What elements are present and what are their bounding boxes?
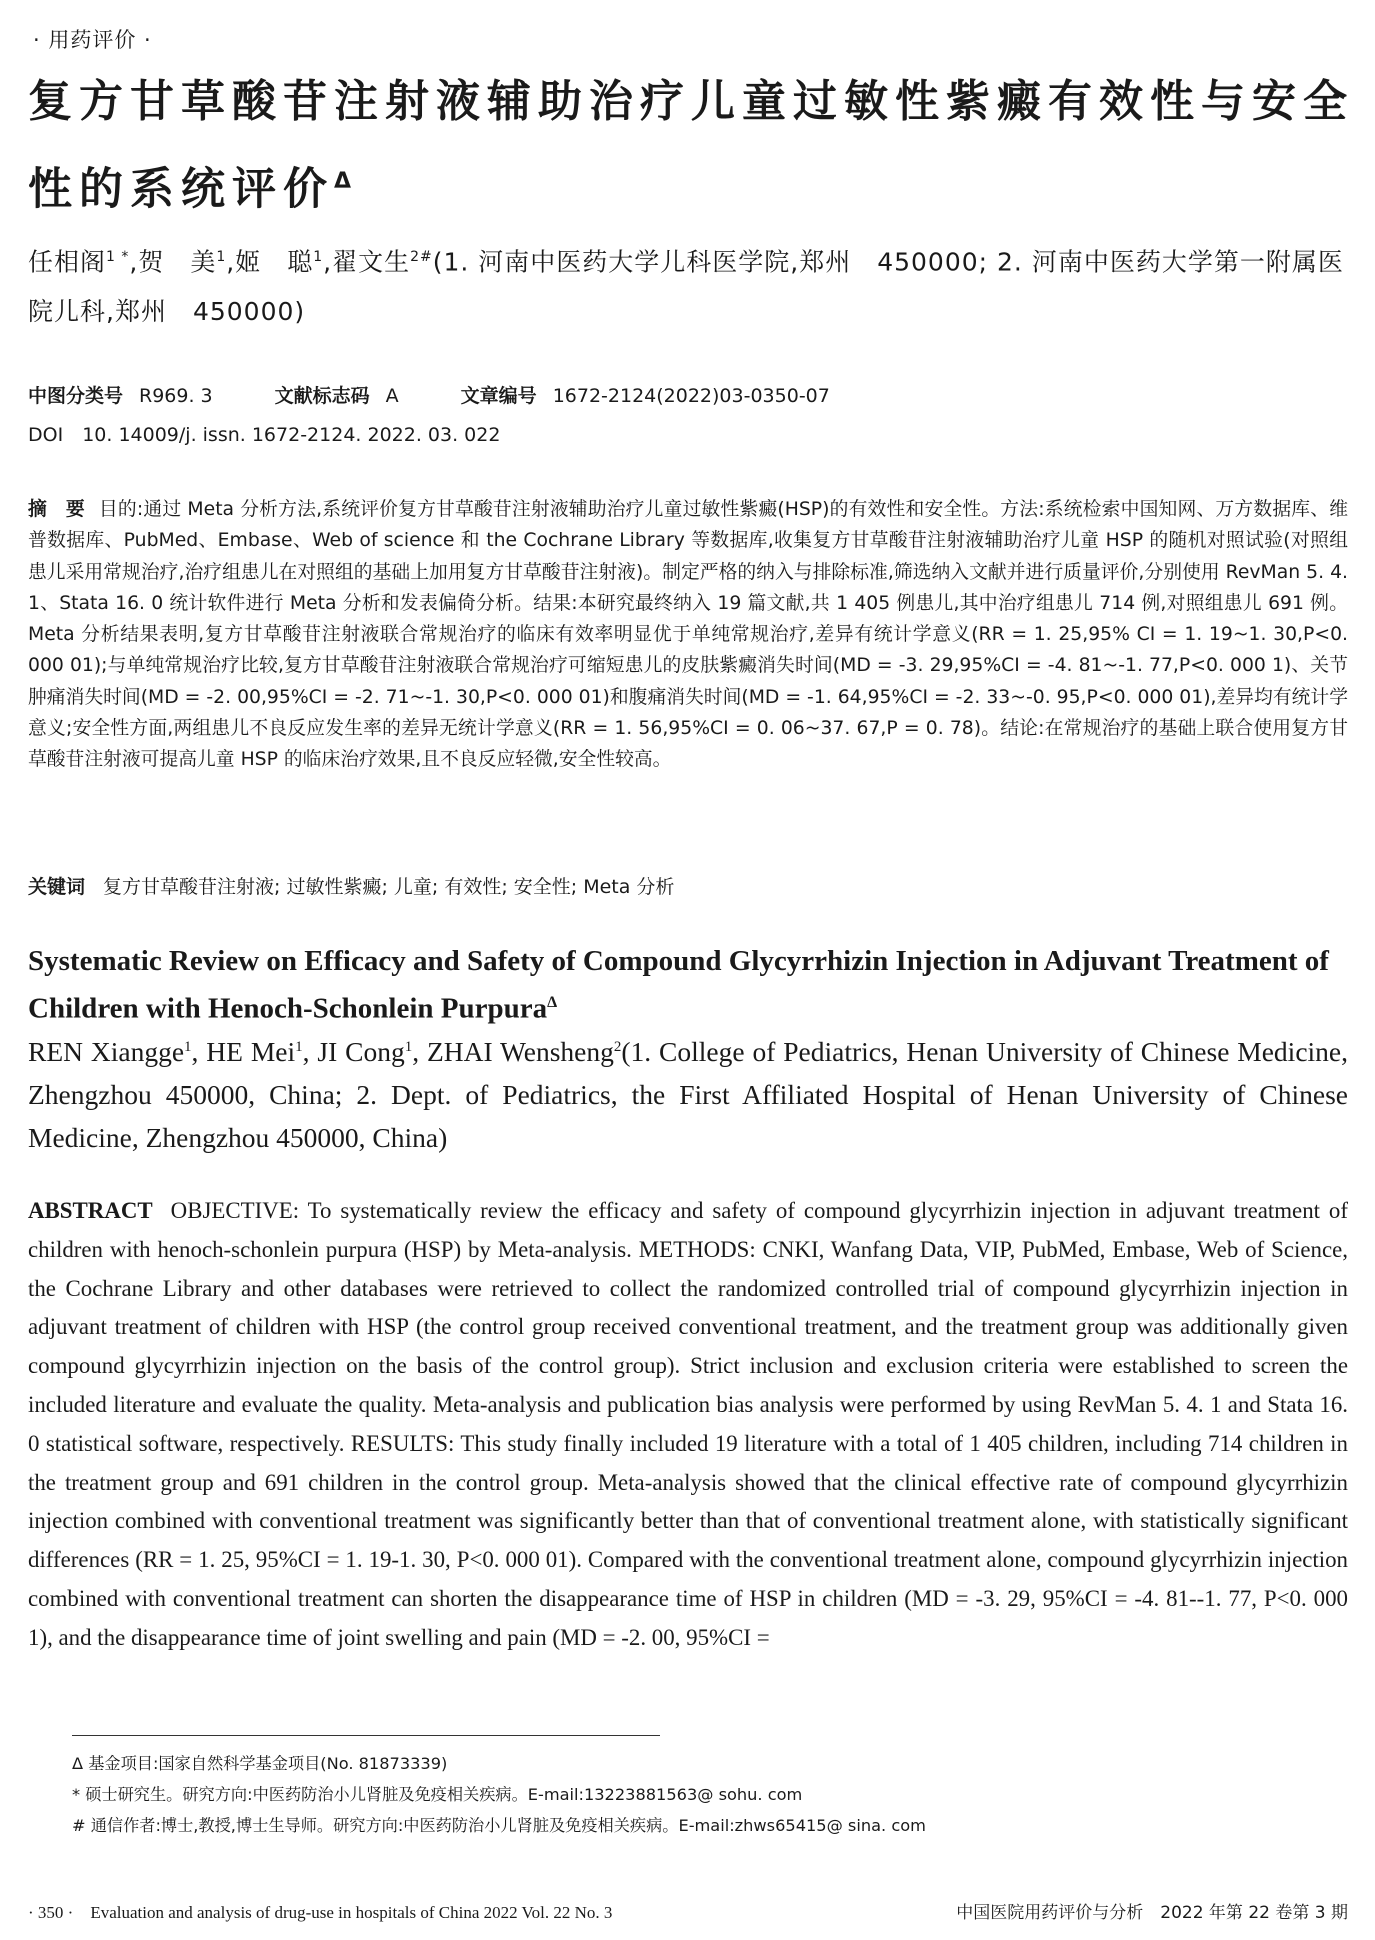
classification-line [28, 381, 830, 408]
cn-abstract-text: 目的:通过 Meta 分析方法,系统评价复方甘草酸苷注射液辅助治疗儿童过敏性紫癜(HSP)的有效性和安全性。方法:系统检索中国知网、万方数据库、维普数据库、PubMed、Embase、Web of science 和 the Cochrane Library 等数据库,收集复方甘草酸苷注射液辅助治疗儿童 HSP 的随机对照试验(对照组患儿采用常规治疗,治疗组患儿在对照组的基础上加用复方甘草酸苷注射液)。制定严格的纳入与排除标准,筛选纳入文献并进行质量评价,分别使用 RevMan 5. 4. 1、Stata 16. 0 统计软件进行 Meta 分析和发表偏倚分析。结果:本研究最终纳入 19 篇文献,共 1 405 例患儿,其中治疗组患儿 714 例,对照组患儿 691 例。Meta 分析结果表明,复方甘草酸苷注射液联合常规治疗的临床有效率明显优于单纯常规治疗,差异有统计学意义(RR = 1. 25,95% CI = 1. 19~1. 30,P<0. 000 01);与单纯常规治疗比较,复方甘草酸苷注射液联合常规治疗可缩短患儿的皮肤紫癜消失时间(MD = -3. 29,95%CI = -4. 81~-1. 77,P<0. 000 1)、关节肿痛消失时间(MD = -2. 00,95%CI = -2. 71~-1. 30,P<0. 000 01)和腹痛消失时间(MD = -1. 64,95%CI = -2. 33~-0. 95,P<0. 000 01),差异均有统计学意义;安全性方面,两组患儿不良反应发生率的差异无统计学意义(RR = 1. 56,95%CI = 0. 06~37. 67,P = 0. 78)。结论:在常规治疗的基础上联合使用复方甘草酸苷注射液可提高儿童 HSP 的临床治疗效果,且不良反应轻微,安全性较高。 [28, 499, 1349, 771]
clc-value: R969. 3 [139, 385, 213, 407]
english-abstract [28, 1192, 1348, 1658]
cn-author-2-sup: 1 [216, 249, 227, 265]
cn-keywords-label: 关键词 [28, 876, 86, 898]
doi-line: DOI 10. 14009/j. issn. 1672-2124. 2022. 03. 022 [28, 424, 501, 446]
footer-right: 中国医院用药评价与分析 2022 年第 22 卷第 3 期 [956, 1903, 1348, 1923]
footnote-fund: Δ 基金项目:国家自然科学基金项目(No. 81873339) [72, 1754, 448, 1773]
en-abstract-text: OBJECTIVE: To systematically review the efficacy and safety of compound glycyrrhizin injection in adjuvant treatment of children with henoch-schonlein purpura (HSP) by Meta-analysis. METHODS: CNKI, Wanfang Data, VIP, PubMed, Embase, Web of Science, the Cochrane Library and other databases were retrieved to collect the randomized controlled trial of compound glycyrrhizin injection in adjuvant treatment of children with HSP (the control group received conventional treatment, and the treatment group was additionally given compound glycyrrhizin injection on the basis of the control group). Strict inclusion and exclusion criteria were established to screen the included literature and evaluate the quality. Meta-analysis and publication bias analysis were performed by using RevMan 5. 4. 1 and Stata 16. 0 statistical software, respectively. RESULTS: This study finally included 19 literature with a total of 1 405 children, including 714 children in the treatment group and 691 children in the control group. Meta-analysis showed that the clinical effective rate of compound glycyrrhizin injection combined with conventional treatment was significantly better than that of conventional treatment alone, with statistically significant differences (RR = 1. 25, 95%CI = 1. 19-1. 30, P<0. 000 01). Compared with the conventional treatment alone, compound glycyrrhizin injection combined with conventional treatment can shorten the disappearance time of HSP in children (MD = -3. 29, 95%CI = -4. 81--1. 77, P<0. 000 1), and the disappearance time of joint swelling and pain (MD = -2. 00, 95%CI = [28, 1198, 1348, 1650]
cn-affiliation: (1. 河南中医药大学儿科医学院,郑州 450000; 2. 河南中医药大学第一附属医院儿科,郑州 450000) [28, 247, 1344, 327]
footnotes [72, 1748, 1342, 1841]
article-number-value: 1672-2124(2022)03-0350-07 [552, 385, 830, 407]
chinese-keywords [28, 872, 674, 899]
article-number-label: 文章编号 [460, 385, 537, 407]
chinese-abstract [28, 494, 1348, 776]
cn-author-4-sup: 2# [410, 249, 433, 265]
en-author-3: , JI Cong [302, 1036, 405, 1068]
footer-left: · 350 · Evaluation and analysis of drug-use in hospitals of China 2022 Vol. 22 No. 3 [28, 1903, 613, 1922]
cn-abstract-label: 摘 要 [28, 499, 85, 520]
en-author-4-sup: 2 [613, 1039, 622, 1055]
chinese-title-fund-mark: Δ [334, 169, 352, 194]
chinese-authors [28, 232, 1358, 337]
english-title [28, 940, 1348, 1030]
cn-author-2: ,贺 美 [129, 247, 217, 277]
page-footer [28, 1898, 1348, 1923]
footnote-first-author: * 硕士研究生。研究方向:中医药防治小儿肾脏及免疫相关疾病。E-mail:13223881563@ sohu. com [72, 1785, 803, 1804]
section-tag: · 用药评价 · [33, 28, 152, 52]
doc-code-label: 文献标志码 [274, 385, 370, 407]
footnote-divider [72, 1735, 660, 1736]
en-author-3-sup: 1 [404, 1039, 413, 1055]
footnote-corresponding-author: # 通信作者:博士,教授,博士生导师。研究方向:中医药防治小儿肾脏及免疫相关疾病。E-mail:zhws65415@ sina. com [72, 1816, 926, 1835]
english-title-text: Systematic Review on Efficacy and Safety of Compound Glycyrrhizin Injection in Adjuvant Treatment of Children with Henoch-Schonlein Purpura [28, 945, 1329, 1025]
cn-author-4: ,翟文生 [323, 247, 411, 277]
english-authors [28, 1026, 1348, 1159]
en-author-1-sup: 1 [184, 1039, 192, 1055]
en-author-2: , HE Mei [191, 1036, 296, 1068]
chinese-title [28, 62, 1358, 230]
en-abstract-label: ABSTRACT [28, 1198, 153, 1223]
cn-author-3-sup: 1 [313, 249, 324, 265]
en-author-1: REN Xiangge [28, 1036, 185, 1068]
en-affiliation: (1. College of Pediatrics, Henan University of Chinese Medicine, Zhengzhou 450000, China; 2. Dept. of Pediatrics, the First Affiliated Hospital of Henan University of Chinese Medicine, Zhengzhou 450000, China) [28, 1036, 1348, 1154]
cn-keywords-text: 复方甘草酸苷注射液; 过敏性紫癜; 儿童; 有效性; 安全性; Meta 分析 [103, 876, 675, 898]
en-author-2-sup: 1 [295, 1039, 303, 1055]
doc-code-value: A [385, 385, 399, 407]
chinese-title-text: 复方甘草酸苷注射液辅助治疗儿童过敏性紫癜有效性与安全性的系统评价 [28, 76, 1354, 215]
cn-author-3: ,姬 聪 [226, 247, 314, 277]
cn-author-1-sup: 1 * [106, 249, 130, 265]
cn-author-1: 任相阁 [28, 247, 107, 277]
en-author-4: , ZHAI Wensheng [412, 1036, 614, 1068]
english-title-fund-mark: Δ [547, 994, 558, 1011]
clc-label: 中图分类号 [28, 385, 124, 407]
